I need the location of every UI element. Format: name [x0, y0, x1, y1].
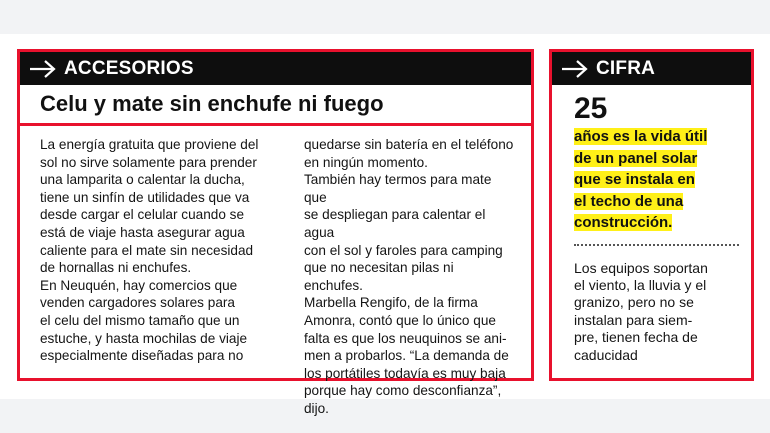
text-line: en ningún momento.	[304, 154, 428, 170]
text-line: caducidad	[574, 346, 638, 363]
text-line: desde cargar el celular cuando se	[40, 207, 245, 223]
text-line: está de viaje hasta asegurar agua	[40, 224, 245, 240]
text-line: venden cargadores solares para	[40, 295, 235, 311]
text-line: el celu del mismo tamaño que un	[40, 312, 240, 328]
text-line: sol no sirve solamente para prender	[40, 154, 257, 170]
text-line: granizo, pero no se	[574, 294, 694, 311]
highlight-line: de un panel solar	[574, 149, 698, 167]
article-column-1	[40, 136, 278, 418]
text-line: con el sol y faroles para camping	[304, 242, 503, 258]
highlight-line: años es la vida útil	[574, 128, 708, 145]
accesorios-box	[17, 49, 534, 416]
text-line: pre, tienen fecha de	[574, 329, 698, 346]
text-line: men a probarlos. “La demanda de	[304, 348, 509, 364]
text-line: de hornallas ni enchufes.	[40, 260, 192, 276]
highlight-line: el techo de una	[574, 192, 684, 210]
accesorios-headline: Celu y mate sin enchufe ni fuego	[20, 85, 531, 126]
accesorios-header-bar	[20, 52, 531, 85]
cifra-body-text	[574, 260, 739, 364]
arrow-right-icon	[28, 59, 58, 79]
highlight-line: que se instala en	[574, 171, 695, 188]
text-line: Marbella Rengifo, de la firma	[304, 295, 478, 311]
text-line: Los equipos soportan	[574, 259, 708, 276]
text-line: La energía gratuita que proviene del	[40, 137, 259, 152]
highlight-line: construcción.	[574, 214, 673, 231]
accesorios-section-label: ACCESORIOS	[64, 57, 194, 79]
text-line: el viento, la lluvia y el	[574, 276, 707, 293]
cifra-highlight	[574, 126, 724, 234]
article-column-2	[304, 136, 514, 418]
text-line: se despliegan para calentar el agua	[304, 207, 486, 240]
text-line: También hay termos para mate que	[304, 172, 492, 205]
cifra-section-label: CIFRA	[596, 57, 656, 79]
text-line: instalan para siem-	[574, 311, 693, 328]
text-line: tiene un sinfín de utilidades que va	[40, 189, 250, 205]
text-line: que no necesitan pilas ni enchufes.	[304, 260, 454, 293]
dotted-divider	[574, 244, 739, 246]
text-line: dijo.	[304, 400, 329, 416]
arrow-right-icon	[560, 59, 590, 79]
text-line: caliente para el mate sin necesidad	[40, 242, 254, 258]
cifra-header-bar	[552, 52, 751, 85]
cifra-box	[549, 49, 754, 381]
text-line: especialmente diseñadas para no	[40, 348, 244, 364]
text-line: los portátiles todavía es muy baja	[304, 365, 506, 381]
text-line: En Neuquén, hay comercios que	[40, 277, 238, 293]
text-line: estuche, y hasta mochilas de viaje	[40, 330, 248, 346]
article-columns	[20, 126, 531, 418]
text-line: porque hay como desconfianza”,	[304, 383, 502, 399]
cifra-number: 25	[574, 92, 608, 125]
text-line: Amonra, contó que lo único que	[304, 312, 496, 328]
text-line: falta es que los neuquinos se ani-	[304, 330, 507, 346]
text-line: una lamparita o calentar la ducha,	[40, 172, 245, 188]
text-line: quedarse sin batería en el teléfono	[304, 137, 514, 152]
